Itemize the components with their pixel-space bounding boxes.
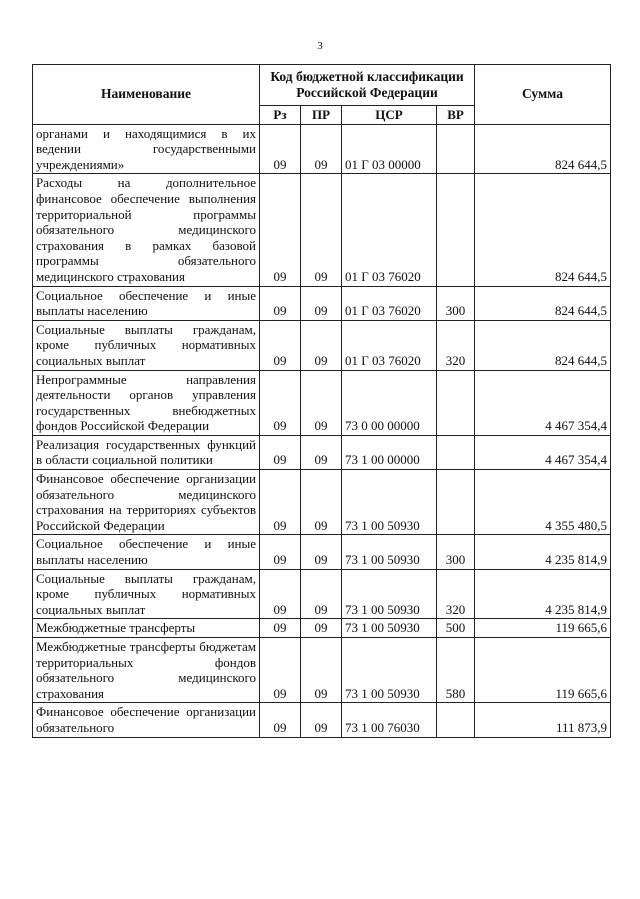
row-sum: 119 665,6: [475, 619, 611, 638]
row-name: Финансовое обеспечение организации обязательного медицинского страхования на территориях субъектов Российской Федерации: [33, 470, 260, 535]
row-vr: 500: [437, 619, 475, 638]
row-csr: 01 Г 03 76020: [342, 320, 437, 370]
row-rz: 09: [260, 370, 301, 435]
row-csr: 73 1 00 50930: [342, 569, 437, 619]
row-pr: 09: [301, 535, 342, 569]
row-csr: 73 1 00 50930: [342, 619, 437, 638]
row-csr: 73 1 00 00000: [342, 435, 437, 469]
row-csr: 01 Г 03 00000: [342, 124, 437, 174]
header-csr: ЦСР: [342, 106, 437, 125]
row-vr: 300: [437, 286, 475, 320]
row-name: Финансовое обеспечение организации обязательного: [33, 703, 260, 737]
row-pr: 09: [301, 435, 342, 469]
row-name: Межбюджетные трансферты: [33, 619, 260, 638]
table-row: [33, 638, 611, 703]
row-rz: 09: [260, 435, 301, 469]
row-rz: 09: [260, 124, 301, 174]
header-vr: ВР: [437, 106, 475, 125]
row-pr: 09: [301, 124, 342, 174]
row-rz: 09: [260, 470, 301, 535]
table-row: [33, 174, 611, 286]
row-pr: 09: [301, 470, 342, 535]
row-name: Социальные выплаты гражданам, кроме публичных нормативных социальных выплат: [33, 569, 260, 619]
row-sum: 119 665,6: [475, 638, 611, 703]
row-pr: 09: [301, 370, 342, 435]
row-pr: 09: [301, 638, 342, 703]
row-rz: 09: [260, 703, 301, 737]
row-name: Непрограммные направления деятельности органов управления государственных внебюджетных фондов Российской Федерации: [33, 370, 260, 435]
row-vr: 320: [437, 320, 475, 370]
row-rz: 09: [260, 569, 301, 619]
row-sum: 824 644,5: [475, 320, 611, 370]
header-pr: ПР: [301, 106, 342, 125]
row-name: Социальное обеспечение и иные выплаты населению: [33, 535, 260, 569]
row-csr: 73 0 00 00000: [342, 370, 437, 435]
table-row: [33, 470, 611, 535]
row-csr: 73 1 00 50930: [342, 638, 437, 703]
row-vr: 580: [437, 638, 475, 703]
table-row: [33, 370, 611, 435]
row-name: Расходы на дополнительное финансовое обеспечение выполнения территориальной программы обязательного медицинского страхования в рамках базовой программы обязательного медицинского страхования: [33, 174, 260, 286]
row-name: Межбюджетные трансферты бюджетам территориальных фондов обязательного медицинского страхования: [33, 638, 260, 703]
row-name: Социальные выплаты гражданам, кроме публичных нормативных социальных выплат: [33, 320, 260, 370]
row-rz: 09: [260, 174, 301, 286]
row-csr: 73 1 00 50930: [342, 535, 437, 569]
row-vr: [437, 470, 475, 535]
header-code-group: Код бюджетной классификации Российской Федерации: [260, 65, 475, 106]
row-pr: 09: [301, 174, 342, 286]
table-row: [33, 124, 611, 174]
row-sum: 4 235 814,9: [475, 569, 611, 619]
header-sum: Сумма: [475, 65, 611, 125]
header-row: [33, 65, 611, 106]
table-row: [33, 320, 611, 370]
row-pr: 09: [301, 320, 342, 370]
row-name: органами и находящимися в их ведении государственными учреждениями»: [33, 124, 260, 174]
row-sum: 4 467 354,4: [475, 370, 611, 435]
table-row: [33, 619, 611, 638]
row-csr: 01 Г 03 76020: [342, 174, 437, 286]
table-row: [33, 435, 611, 469]
row-vr: 300: [437, 535, 475, 569]
table-row: [33, 286, 611, 320]
row-name: Социальное обеспечение и иные выплаты населению: [33, 286, 260, 320]
row-csr: 01 Г 03 76020: [342, 286, 437, 320]
row-vr: [437, 124, 475, 174]
row-pr: 09: [301, 619, 342, 638]
table-row: [33, 703, 611, 737]
page-number: 3: [317, 40, 323, 52]
row-vr: 320: [437, 569, 475, 619]
row-pr: 09: [301, 703, 342, 737]
row-name: Реализация государственных функций в области социальной политики: [33, 435, 260, 469]
row-csr: 73 1 00 50930: [342, 470, 437, 535]
row-sum: 4 467 354,4: [475, 435, 611, 469]
row-rz: 09: [260, 535, 301, 569]
budget-table: [32, 64, 611, 738]
row-vr: [437, 370, 475, 435]
row-rz: 09: [260, 286, 301, 320]
row-sum: 824 644,5: [475, 124, 611, 174]
table-row: [33, 569, 611, 619]
table-row: [33, 535, 611, 569]
row-rz: 09: [260, 619, 301, 638]
header-rz: Рз: [260, 106, 301, 125]
row-sum: 4 355 480,5: [475, 470, 611, 535]
row-sum: 111 873,9: [475, 703, 611, 737]
row-vr: [437, 703, 475, 737]
row-rz: 09: [260, 638, 301, 703]
row-csr: 73 1 00 76030: [342, 703, 437, 737]
row-vr: [437, 174, 475, 286]
row-sum: 824 644,5: [475, 174, 611, 286]
header-name: Наименование: [33, 65, 260, 125]
row-pr: 09: [301, 286, 342, 320]
row-sum: 4 235 814,9: [475, 535, 611, 569]
row-sum: 824 644,5: [475, 286, 611, 320]
row-pr: 09: [301, 569, 342, 619]
row-rz: 09: [260, 320, 301, 370]
row-vr: [437, 435, 475, 469]
